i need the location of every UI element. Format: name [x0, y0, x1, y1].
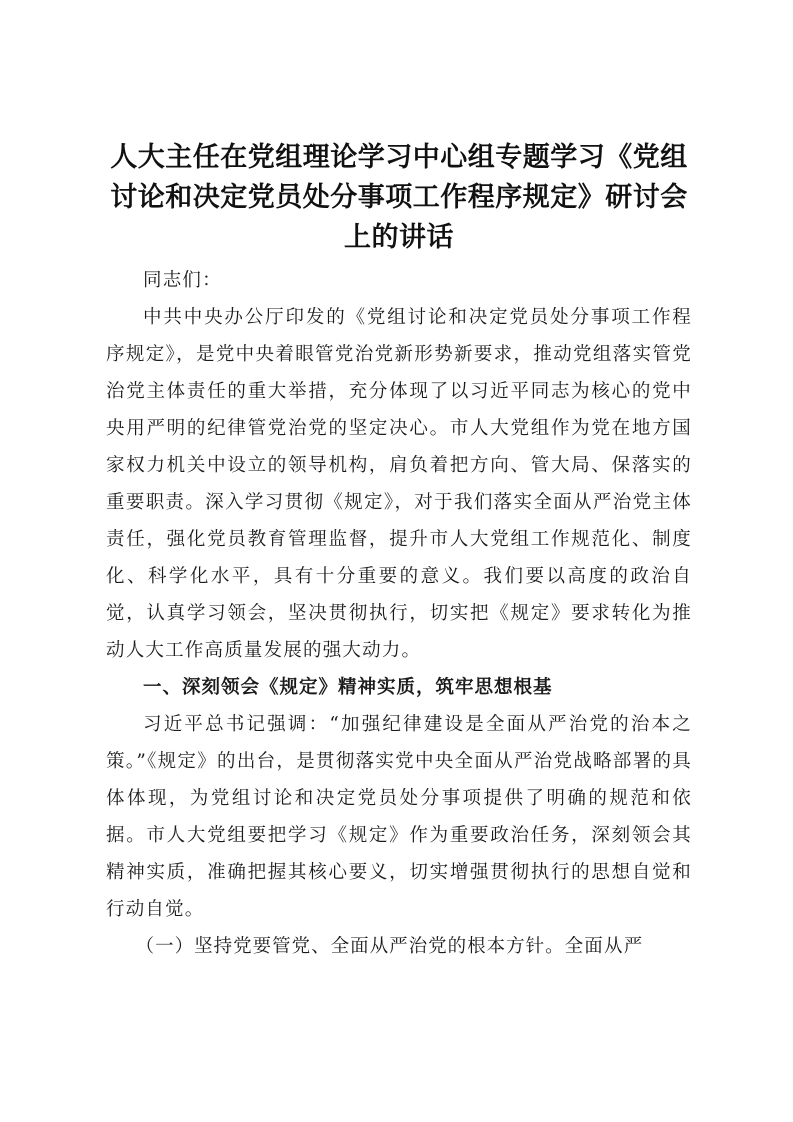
section-heading-1: 一、深刻领会《规定》精神实质，筑牢思想根基	[143, 677, 553, 698]
subsection-1	[106, 928, 692, 965]
subsection-1-text: 全面从严	[564, 936, 644, 957]
document-title: 人大主任在党组理论学习中心组专题学习《党组讨论和决定党员处分事项工作程序规定》研讨会上的讲话	[110, 142, 688, 253]
subsection-1-heading: （一）坚持党要管党、全面从严治党的根本方针。	[135, 936, 565, 957]
document-page	[106, 138, 692, 965]
section-1-paragraph: 习近平总书记强调：“加强纪律建设是全面从严治党的治本之策。”《规定》的出台，是贯彻落实党中央全面从严治党战略部署的具体体现，为党组讨论和决定党员处分事项提供了明确的规范和依据。市人大党组要把学习《规定》作为重要政治任务，深刻领会其精神实质，准确把握其核心要义，切实增强贯彻执行的思想自觉和行动自觉。	[106, 714, 692, 920]
intro-paragraph: 中共中央办公厅印发的《党组讨论和决定党员处分事项工作程序规定》，是党中央着眼管党治党新形势新要求，推动党组落实管党治党主体责任的重大举措，充分体现了以习近平同志为核心的党中央用严明的纪律管党治党的坚定决心。市人大党组作为党在地方国家权力机关中设立的领导机构，肩负着把方向、管大局、保落实的重要职责。深入学习贯彻《规定》，对于我们落实全面从严治党主体责任，强化党员教育管理监督，提升市人大党组工作规范化、制度化、科学化水平，具有十分重要的意义。我们要以高度的政治自觉，认真学习领会，坚决贯彻执行，切实把《规定》要求转化为推动人大工作高质量发展的强大动力。	[106, 307, 692, 661]
salutation: 同志们：	[143, 270, 222, 291]
